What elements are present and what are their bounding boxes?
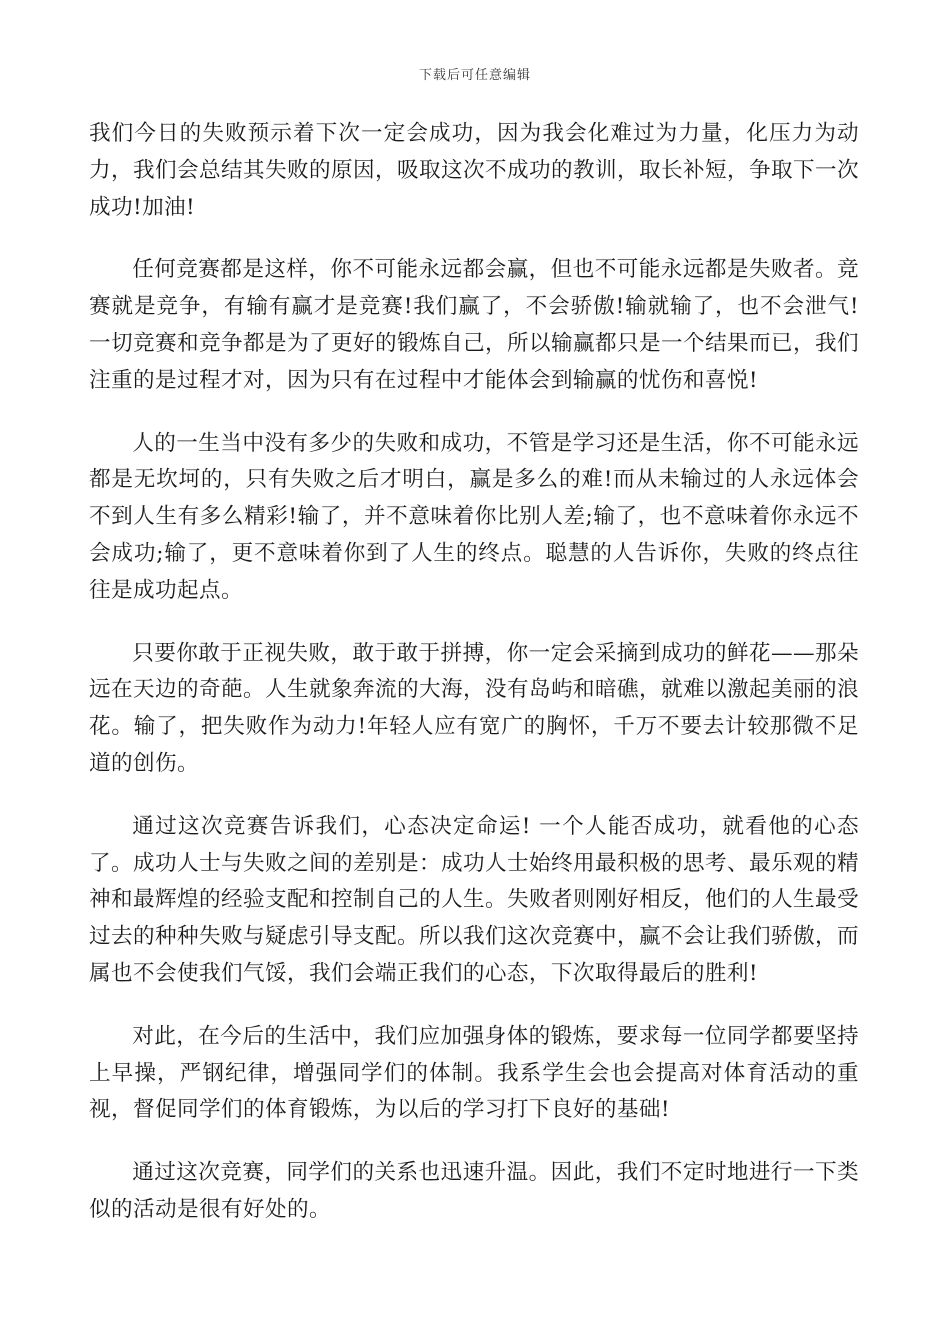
paragraph-2: 任何竞赛都是这样，你不可能永远都会赢，但也不可能永远都是失败者。竞赛就是竞争，有输有赢才是竞赛!我们赢了，不会骄傲!输就输了，也不会泄气!一切竞赛和竞争都是为了更好的锻炼自己，所以输赢都只是一个结果而已，我们注重的是过程才对，因为只有在过程中才能体会到输赢的忧伤和喜悦! — [89, 257, 859, 393]
paragraph-3: 人的一生当中没有多少的失败和成功，不管是学习还是生活，你不可能永远都是无坎坷的，只有失败之后才明白，赢是多么的难!而从未输过的人永远体会不到人生有多么精彩!输了，并不意味着你比别人差;输了，也不意味着你永远不会成功;输了，更不意味着你到了人生的终点。聪慧的人告诉你，失败的终点往往是成功起点。 — [89, 430, 859, 603]
paragraph-7: 通过这次竞赛，同学们的关系也迅速升温。因此，我们不定时地进行一下类似的活动是很有好处的。 — [89, 1160, 859, 1222]
paragraph-5: 通过这次竞赛告诉我们，心态决定命运! 一个人能否成功，就看他的心态了。成功人士与失败之间的差别是：成功人士始终用最积极的思考、最乐观的精神和最辉煌的经验支配和控制自己的人生。失败者则刚好相反，他们的人生最受过去的种种失败与疑虑引导支配。所以我们这次竞赛中，赢不会让我们骄傲，而属也不会使我们气馁，我们会端正我们的心态，下次取得最后的胜利! — [89, 813, 859, 986]
paragraph-1: 我们今日的失败预示着下次一定会成功，因为我会化难过为力量，化压力为动力，我们会总结其失败的原因，吸取这次不成功的教训，取长补短，争取下一次成功!加油! — [89, 121, 859, 220]
document-body — [89, 116, 859, 1255]
paragraph-4: 只要你敢于正视失败，敢于敢于拼搏，你一定会采摘到成功的鲜花——那朵远在天边的奇葩。人生就象奔流的大海，没有岛屿和暗礁，就难以激起美丽的浪花。输了，把失败作为动力!年轻人应有宽广的胸怀，千万不要去计较那微不足道的创伤。 — [89, 640, 859, 776]
paragraph-6: 对此，在今后的生活中，我们应加强身体的锻炼，要求每一位同学都要坚持上早操，严钢纪律，增强同学们的体制。我系学生会也会提高对体育活动的重视，督促同学们的体育锻炼，为以后的学习打下良好的基础! — [89, 1023, 859, 1123]
page-header: 下载后可任意编辑 — [418, 68, 531, 83]
